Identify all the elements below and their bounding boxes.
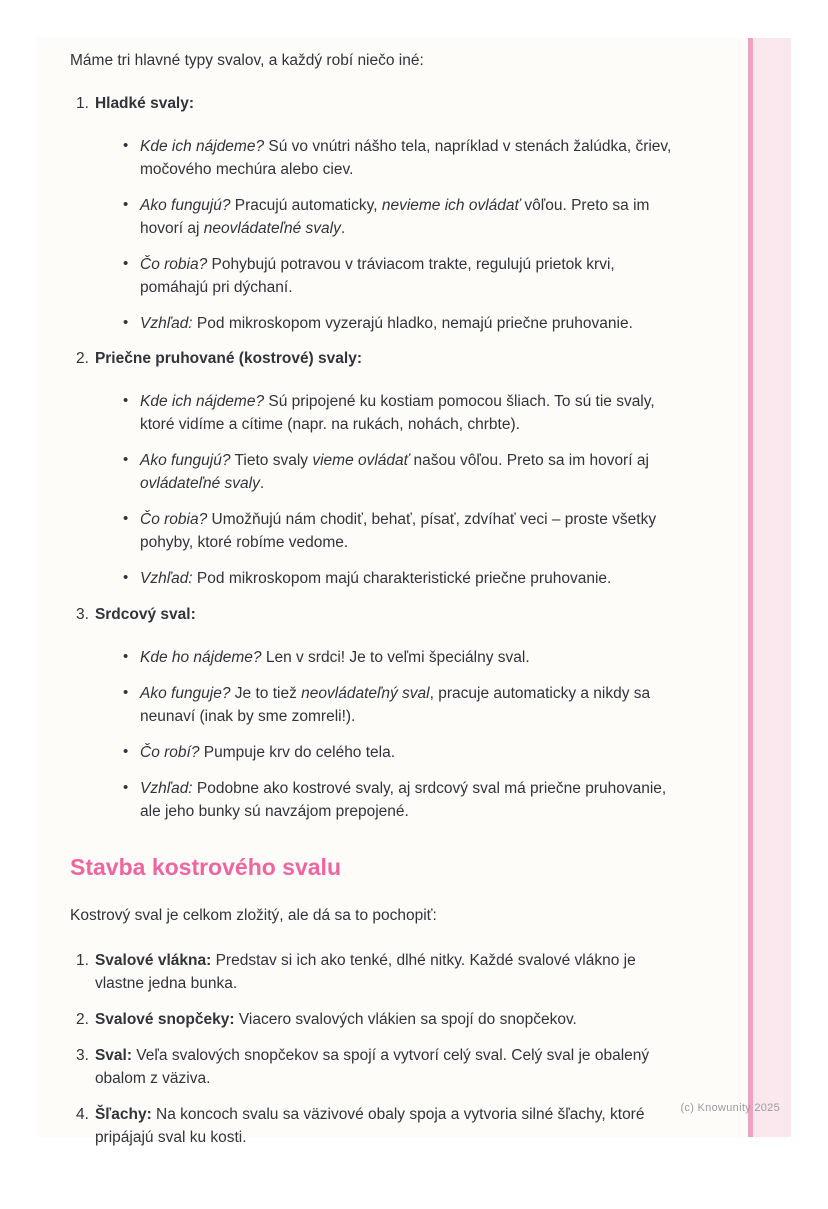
structure-step-text xyxy=(95,950,686,996)
section-intro-paragraph: Kostrový sval je celkom zložitý, ale dá sa to pochopiť: xyxy=(70,907,437,925)
list-number: 3. xyxy=(76,1046,89,1064)
watermark: (c) Knowunity 2025 xyxy=(680,1102,780,1114)
text-segment: neovládateľné svaly xyxy=(203,219,341,237)
list-number: 3. xyxy=(76,605,89,623)
text-segment: Ako fungujú? xyxy=(140,452,231,470)
text-segment: . xyxy=(340,219,346,237)
bullet-item xyxy=(122,450,686,496)
structure-step-label: Svalové vlákna: xyxy=(94,952,212,970)
bullet-item xyxy=(122,568,686,591)
text-segment: Kde ich nájdeme? xyxy=(140,137,265,155)
bullet-item xyxy=(122,742,686,765)
text-segment: Sú pripojené ku kostiam pomocou šliach. To sú tie svaly, ktoré vidíme a cítime (napr. na rukách, nohách, chrbte). xyxy=(140,393,655,434)
text-segment: vieme ovládať xyxy=(312,452,410,470)
list-number: 4. xyxy=(76,1105,89,1123)
bullet-item xyxy=(122,136,686,182)
text-segment: Pod mikroskopom majú charakteristické priečne pruhovanie. xyxy=(192,570,612,587)
bullet-item xyxy=(122,254,686,300)
structure-step-text xyxy=(95,1045,686,1091)
text-segment: Len v srdci! Je to veľmi špeciálny sval. xyxy=(261,648,530,666)
text-segment: Pumpuje krv do celého tela. xyxy=(199,743,396,761)
text-segment: ovládateľné svaly xyxy=(140,475,260,493)
list-number: 2. xyxy=(76,350,89,368)
bullet-item xyxy=(122,313,686,336)
text-segment: Ako funguje? xyxy=(140,684,231,702)
page-content xyxy=(37,38,686,1150)
text-segment: neovládateľný sval xyxy=(301,684,430,702)
text-segment: Umožňujú nám chodiť, behať, písať, zdvíhať veci – proste všetky pohyby, ktoré robíme vedome. xyxy=(140,511,657,552)
muscle-type-list xyxy=(70,93,686,824)
muscle-type-title: Hladké svaly: xyxy=(94,94,195,112)
intro-paragraph: Máme tri hlavné typy svalov, a každý robí niečo iné: xyxy=(70,52,424,69)
text-segment: našou vôľou. Preto sa im hovorí aj xyxy=(409,452,649,470)
document-page xyxy=(37,38,791,1146)
list-number: 1. xyxy=(76,94,89,112)
muscle-bullet-list xyxy=(76,136,686,336)
text-segment: Ako fungujú? xyxy=(140,196,231,214)
muscle-type-heading xyxy=(76,604,686,627)
text-segment: Je to tiež xyxy=(230,684,302,702)
muscle-type-heading xyxy=(76,348,686,371)
text-segment: Podobne ako kostrové svaly, aj srdcový sval má priečne pruhovanie, ale jeho bunky sú navzájom prepojené. xyxy=(140,779,667,820)
muscle-type-item xyxy=(76,93,686,336)
structure-step-text xyxy=(95,1104,686,1150)
bullet-item xyxy=(122,509,686,555)
text-segment: Pohybujú potravou v tráviacom trakte, regulujú prietok krvi, pomáhajú pri dýchaní. xyxy=(140,255,615,296)
text-segment: Vzhľad: xyxy=(140,570,193,587)
structure-step-item xyxy=(76,1045,686,1091)
text-segment: vôľou. Preto sa im hovorí aj xyxy=(140,196,650,237)
text-segment: , pracuje automaticky a nikdy sa neunaví (inak by sme zomreli!). xyxy=(140,684,651,725)
structure-step-label: Šľachy: xyxy=(94,1105,152,1123)
bullet-item xyxy=(122,647,686,670)
section-heading: Stavba kostrového svalu xyxy=(70,853,341,880)
text-segment: nevieme ich ovládať xyxy=(381,196,521,214)
text-segment: Pracujú automaticky, xyxy=(230,196,382,214)
muscle-type-item xyxy=(76,348,686,591)
text-segment: Vzhľad: xyxy=(140,314,193,332)
text-segment: Čo robia? xyxy=(140,511,208,529)
text-segment: . xyxy=(259,475,265,493)
muscle-type-heading xyxy=(76,93,686,116)
structure-step-label: Sval: xyxy=(94,1046,132,1064)
text-segment: Čo robia? xyxy=(140,255,208,273)
text-segment: Kde ich nájdeme? xyxy=(140,393,265,411)
bullet-item xyxy=(122,391,686,437)
structure-step-item xyxy=(76,1009,686,1032)
text-segment: Veľa svalových snopčekov sa spojí a vytvorí celý sval. Celý sval je obalený obalom z väziva. xyxy=(94,1046,650,1087)
structure-step-label: Svalové snopčeky: xyxy=(94,1010,235,1028)
text-segment: Predstav si ich ako tenké, dlhé nitky. Každé svalové vlákno je vlastne jedna bunka. xyxy=(94,952,636,992)
text-segment: Pod mikroskopom vyzerajú hladko, nemajú priečne pruhovanie. xyxy=(192,314,633,332)
text-segment: Na koncoch svalu sa väzivové obaly spoja a vytvoria silné šľachy, ktoré pripájajú sval ku kosti. xyxy=(94,1105,645,1146)
list-number: 2. xyxy=(76,1010,89,1028)
muscle-type-title: Srdcový sval: xyxy=(94,605,196,623)
text-segment: Vzhľad: xyxy=(140,779,193,797)
muscle-bullet-list xyxy=(76,391,686,591)
muscle-type-item xyxy=(76,604,686,824)
muscle-bullet-list xyxy=(76,647,686,824)
muscle-type-title: Priečne pruhované (kostrové) svaly: xyxy=(94,350,362,368)
bullet-item xyxy=(122,683,686,729)
bullet-item xyxy=(122,195,686,241)
text-segment: Viacero svalových vlákien sa spojí do snopčekov. xyxy=(234,1010,577,1028)
bullet-item xyxy=(122,778,686,824)
list-number: 1. xyxy=(76,952,89,970)
structure-step-item xyxy=(76,1104,686,1150)
text-segment: Sú vo vnútri nášho tela, napríklad v stenách žalúdka, čriev, močového mechúra alebo ciev. xyxy=(140,137,672,178)
structure-step-item xyxy=(76,950,686,996)
text-segment: Čo robí? xyxy=(140,743,200,761)
structure-step-text xyxy=(95,1009,577,1032)
text-segment: Tieto svaly xyxy=(230,452,313,470)
text-segment: Kde ho nájdeme? xyxy=(140,648,262,666)
right-pink-stripe xyxy=(748,38,791,1137)
structure-steps-list xyxy=(70,950,686,1150)
